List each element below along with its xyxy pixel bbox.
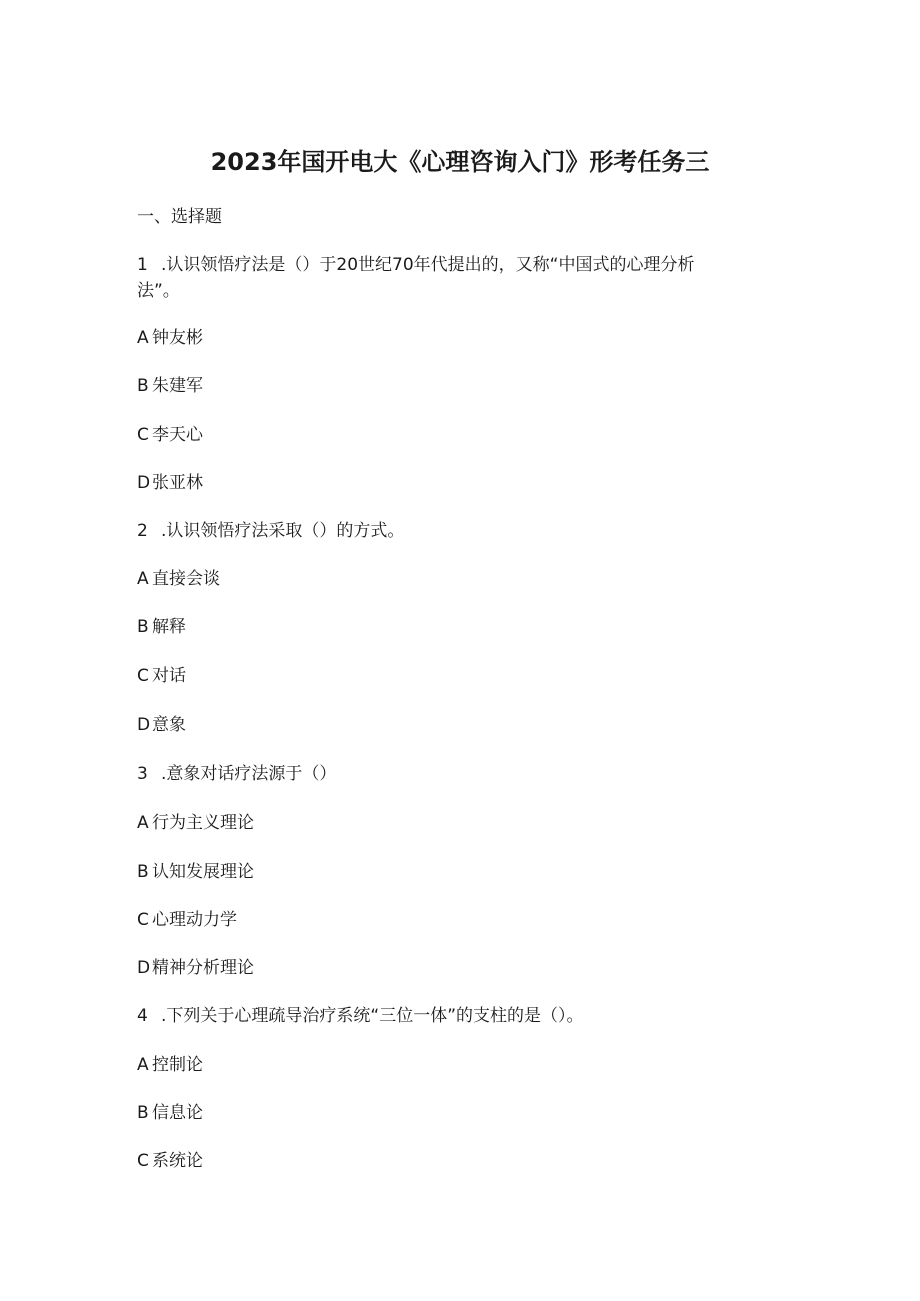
question-1	[137, 252, 694, 278]
option-letter: A	[137, 328, 149, 348]
question-4	[137, 1003, 584, 1029]
option-item	[137, 712, 186, 738]
option-text: 对话	[152, 666, 186, 686]
option-text: 李天心	[152, 425, 203, 445]
option-text: 信息论	[152, 1103, 203, 1123]
option-letter: B	[137, 617, 149, 637]
option-text: 认知发展理论	[152, 862, 254, 882]
section-heading: 一、选择题	[137, 207, 222, 227]
question-text: .意象对话疗法源于（）	[161, 764, 337, 784]
option-item	[137, 663, 186, 689]
question-number: 1	[137, 255, 148, 275]
question-2	[137, 518, 404, 544]
option-item	[137, 470, 203, 496]
option-text: 朱建军	[152, 376, 203, 396]
option-letter: D	[137, 958, 151, 978]
question-number: 3	[137, 764, 148, 784]
option-item	[137, 859, 254, 885]
option-letter: B	[137, 1103, 149, 1123]
option-letter: D	[137, 715, 151, 735]
option-item	[137, 325, 203, 351]
option-letter: C	[137, 1151, 149, 1171]
option-item	[137, 1100, 203, 1126]
option-letter: B	[137, 862, 149, 882]
option-letter: C	[137, 910, 149, 930]
option-text: 精神分析理论	[152, 958, 254, 978]
option-text: 心理动力学	[152, 910, 237, 930]
option-letter: A	[137, 813, 149, 833]
option-text: 控制论	[152, 1055, 203, 1075]
option-letter: A	[137, 1055, 149, 1075]
option-item	[137, 955, 254, 981]
question-number: 2	[137, 521, 148, 541]
option-letter: B	[137, 376, 149, 396]
question-text: .认识领悟疗法是（）于20世纪70年代提出的，又称“中国式的心理分析	[161, 255, 695, 275]
option-item	[137, 907, 237, 933]
option-item	[137, 1052, 203, 1078]
document-title: 2023年国开电大《心理咨询入门》形考任务三	[210, 148, 710, 176]
option-letter: D	[137, 473, 151, 493]
question-text: .下列关于心理疏导治疗系统“三位一体”的支柱的是（）。	[161, 1006, 584, 1026]
option-item	[137, 1148, 203, 1174]
question-text: .认识领悟疗法采取（）的方式。	[161, 521, 405, 541]
option-item	[137, 614, 186, 640]
option-letter: A	[137, 569, 149, 589]
option-item	[137, 566, 220, 592]
option-item	[137, 810, 254, 836]
option-item	[137, 422, 203, 448]
question-number: 4	[137, 1006, 148, 1026]
option-item	[137, 373, 203, 399]
option-text: 行为主义理论	[152, 813, 254, 833]
option-letter: C	[137, 666, 149, 686]
option-text: 意象	[152, 715, 186, 735]
option-text: 钟友彬	[152, 328, 203, 348]
question-3	[137, 761, 336, 787]
option-text: 系统论	[152, 1151, 203, 1171]
option-letter: C	[137, 425, 149, 445]
option-text: 解释	[152, 617, 186, 637]
option-text: 张亚林	[152, 473, 203, 493]
option-text: 直接会谈	[152, 569, 220, 589]
question-1-continuation: 法”。	[137, 281, 180, 301]
